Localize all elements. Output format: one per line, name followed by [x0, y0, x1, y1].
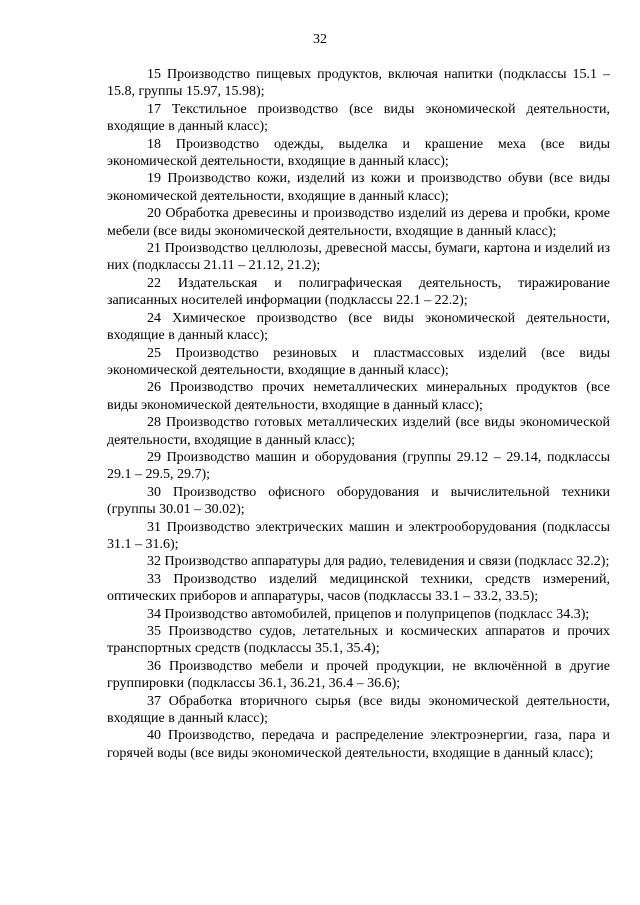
list-item: 20 Обработка древесины и производство изделий из дерева и пробки, кроме мебели (все виды экономической деятельности, входящие в данный класс);: [107, 206, 610, 239]
list-item: 17 Текстильное производство (все виды экономической деятельности, входящие в данный класс);: [107, 101, 610, 135]
list-item: 21 Производство целлюлозы, древесной массы, бумаги, картона и изделий из них (подклассы 21.11 – 21.12, 21.2);: [107, 241, 610, 274]
list-item: 36 Производство мебели и прочей продукции, не включённой в другие группировки (подклассы 36.1, 36.21, 36.4 – 36.6);: [107, 658, 610, 692]
list-item: 31 Производство электрических машин и электрооборудования (подклассы 31.1 – 31.6);: [107, 519, 610, 552]
list-item: 34 Производство автомобилей, прицепов и полуприцепов (подкласс 34.3);: [147, 606, 590, 622]
list-item: 30 Производство офисного оборудования и вычислительной техники (группы 30.01 – 30.02);: [107, 484, 610, 518]
list-item: 26 Производство прочих неметаллических минеральных продуктов (все виды экономической деятельности, входящие в данный класс);: [107, 380, 610, 413]
list-item: 29 Производство машин и оборудования (группы 29.12 – 29.14, подклассы 29.1 – 29.5, 29.7);: [107, 449, 610, 483]
list-item: 37 Обработка вторичного сырья (все виды экономической деятельности, входящие в данный класс);: [107, 693, 610, 727]
list-item: 33 Производство изделий медицинской техники, средств измерений, оптических приборов и аппаратуры, часов (подклассы 33.1 – 33.2, 33.5);: [107, 571, 610, 605]
list-item: 32 Производство аппаратуры для радио, телевидения и связи (подкласс 32.2);: [147, 554, 610, 570]
list-item: 25 Производство резиновых и пластмассовых изделий (все виды экономической деятельности, входящие в данный класс);: [107, 345, 610, 378]
list-item: 19 Производство кожи, изделий из кожи и производство обуви (все виды экономической деятельности, входящие в данный класс);: [107, 171, 610, 204]
list-item: 28 Производство готовых металлических изделий (все виды экономической деятельности, входящие в данный класс);: [107, 415, 610, 448]
page-number: 32: [313, 32, 327, 47]
list-item: 40 Производство, передача и распределение электроэнергии, газа, пара и горячей воды (все виды экономической деятельности, входящие в данный класс);: [107, 728, 610, 761]
document-body: [107, 66, 610, 762]
list-item: 18 Производство одежды, выделка и крашение меха (все виды экономической деятельности, входящие в данный класс);: [107, 136, 610, 170]
list-item: 22 Издательская и полиграфическая деятельность, тиражирование записанных носителей информации (подклассы 22.1 – 22.2);: [107, 275, 610, 309]
list-item: 24 Химическое производство (все виды экономической деятельности, входящие в данный класс);: [107, 310, 610, 344]
list-item: 35 Производство судов, летательных и космических аппаратов и прочих транспортных средств (подклассы 35.1, 35.4);: [107, 624, 610, 657]
list-item: 15 Производство пищевых продуктов, включая напитки (подклассы 15.1 – 15.8, группы 15.97, 15.98);: [107, 67, 610, 100]
